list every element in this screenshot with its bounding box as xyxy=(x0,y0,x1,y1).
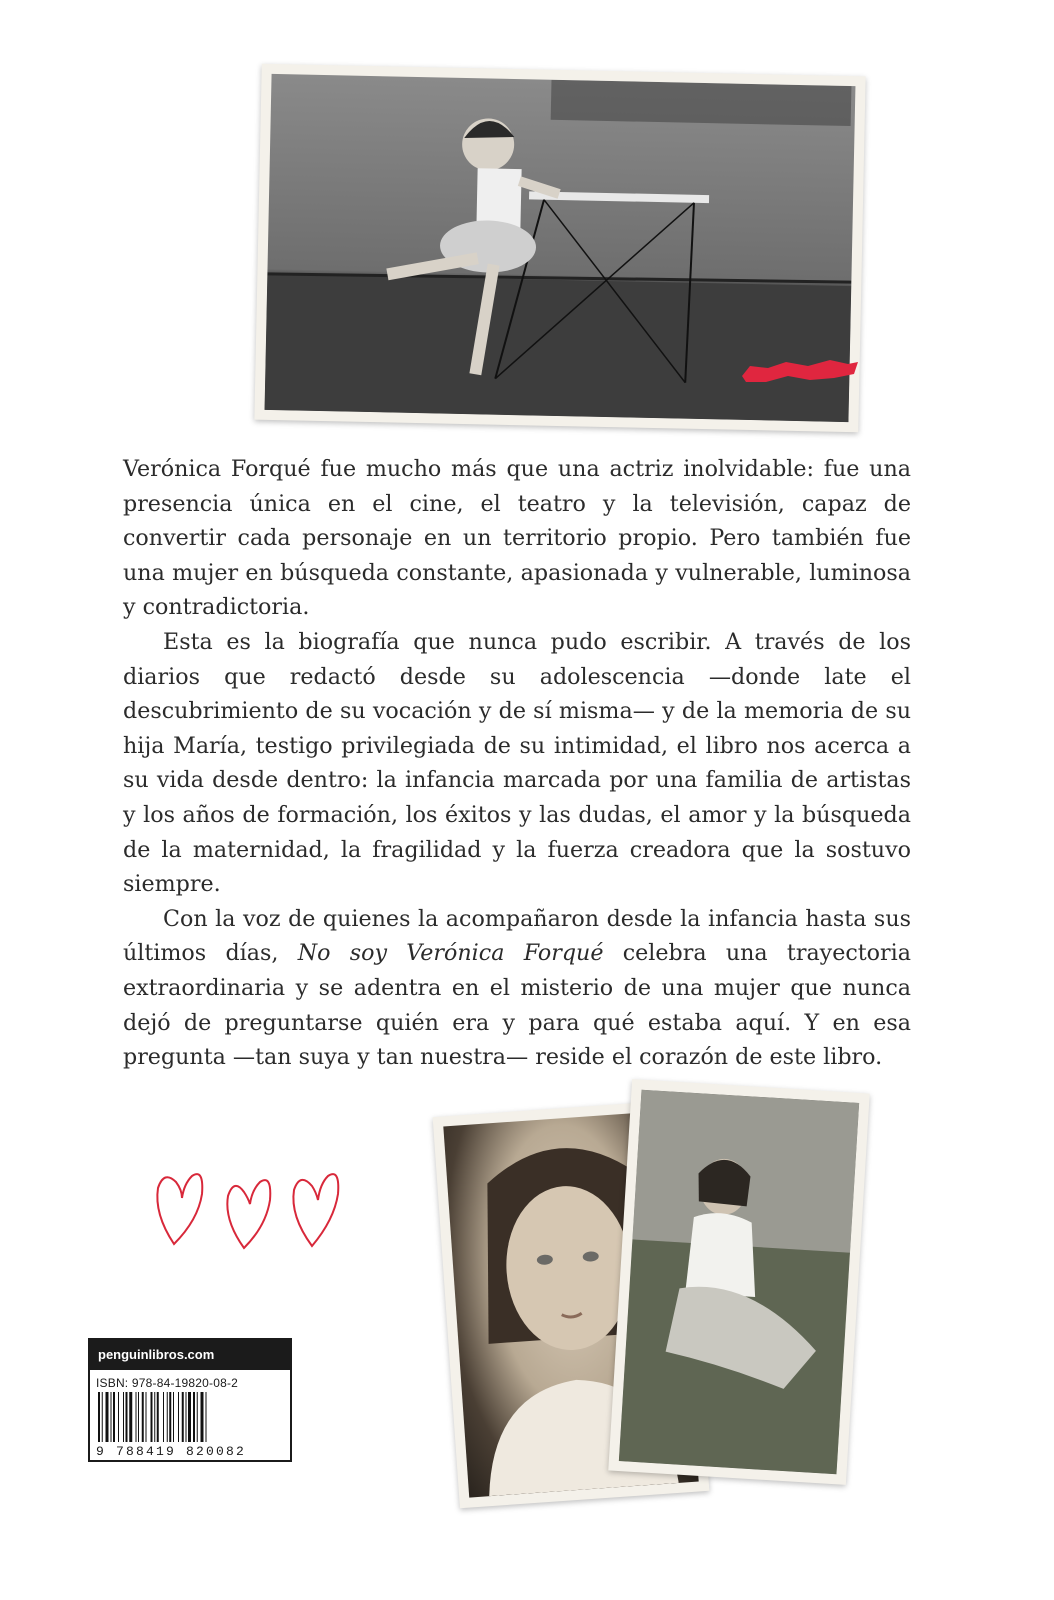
paragraph-2: Esta es la biografía que nunca pudo escribir. A través de los diarios que redactó desde su adolescencia —donde late el descubrimiento de su vocación y de sí misma— y de la memoria de su hija María, testigo privilegiada de su intimidad, el libro nos acerca a su vida desde dentro: la infancia marcada por una familia de artistas y los años de formación, los éxitos y las dudas, el amor y la búsqueda de la maternidad, la fragilidad y la fuerza creadora que la sostuvo siempre. xyxy=(123,628,911,898)
paragraph-3 xyxy=(123,902,911,1075)
photo-young-woman-grass-image xyxy=(619,1090,859,1475)
hand-drawn-hearts xyxy=(152,1164,352,1254)
publisher-website: penguinlibros.com xyxy=(90,1340,290,1370)
heart-icon xyxy=(157,1174,202,1244)
barcode-digits: 9 788419 820082 xyxy=(96,1444,247,1459)
photo-young-woman-grass xyxy=(608,1079,869,1485)
heart-icon xyxy=(293,1174,338,1246)
back-cover-text xyxy=(123,452,911,1075)
isbn-number: ISBN: 978-84-19820-08-2 xyxy=(96,1376,239,1390)
paragraph-3-before: Con la voz de quienes la acompañaron desde la infancia hasta sus últimos días, xyxy=(123,905,911,967)
barcode-bars xyxy=(96,1392,286,1444)
paragraph-3-after: celebra una trayectoria extraordinaria y se adentra en el misterio de una mujer que nunca dejó de preguntarse quién era y para qué estaba aquí. Y en esa pregunta —tan suya y tan nuestra— reside el corazón de este libro. xyxy=(123,940,911,1071)
barcode-label xyxy=(88,1338,292,1462)
heart-icon xyxy=(227,1180,270,1248)
paragraph-1: Verónica Forqué fue mucho más que una actriz inolvidable: fue una presencia única en el cine, el teatro y la televisión, capaz de convertir cada personaje en un territorio propio. Pero también fue una mujer en búsqueda constante, apasionada y vulnerable, luminosa y contradictoria. xyxy=(123,456,911,621)
red-marker-stroke xyxy=(738,356,862,386)
book-title: No soy Verónica Forqué xyxy=(297,940,604,967)
grass-scene xyxy=(619,1090,859,1475)
